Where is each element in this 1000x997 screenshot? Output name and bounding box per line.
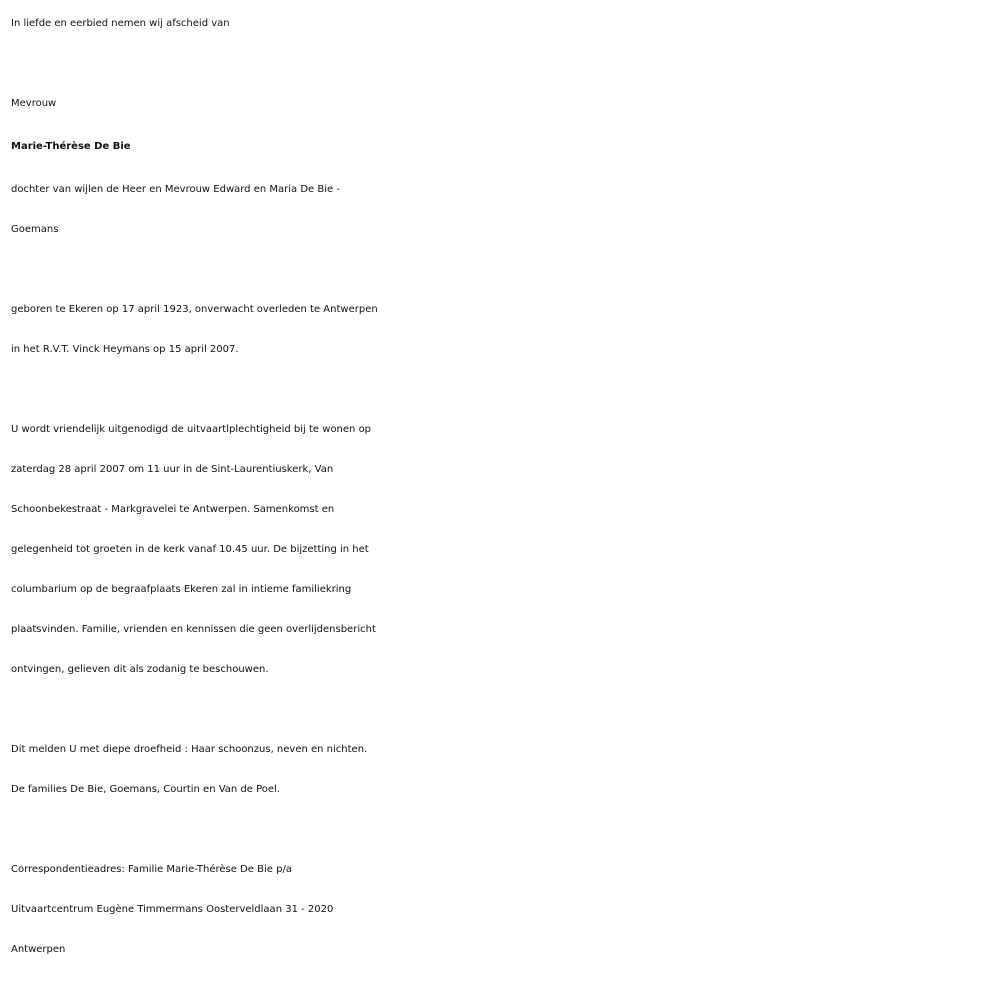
birth-death-paragraph [11, 290, 991, 370]
spacer [11, 690, 991, 730]
spacer [11, 810, 991, 850]
parents-line-1: dochter van wijlen de Heer en Mevrouw Edward en Maria De Bie - [11, 184, 340, 195]
parents-paragraph [11, 170, 991, 250]
birth-death-line-2: in het R.V.T. Vinck Heymans op 15 april 2007. [11, 344, 239, 355]
announcement-line-1: Dit melden U met diepe droefheid : Haar schoonzus, neven en nichten. [11, 744, 368, 755]
spacer [11, 370, 991, 410]
correspondence-line-2: Uitvaartcentrum Eugène Timmermans Oosterveldlaan 31 - 2020 [11, 904, 334, 915]
announcement-line-2: De families De Bie, Goemans, Courtin en Van de Poel. [11, 784, 280, 795]
invitation-line: gelegenheid tot groeten in de kerk vanaf 10.45 uur. De bijzetting in het [11, 544, 369, 555]
salutation: Mevrouw [11, 98, 57, 109]
intro-text: In liefde en eerbied nemen wij afscheid van [11, 18, 230, 29]
birth-death-line-1: geboren te Ekeren op 17 april 1923, onverwacht overleden te Antwerpen [11, 304, 378, 315]
invitation-paragraph [11, 410, 991, 690]
invitation-line: plaatsvinden. Familie, vrienden en kennissen die geen overlijdensbericht [11, 624, 376, 635]
obituary-document [11, 4, 991, 970]
spacer [11, 250, 991, 290]
correspondence-line-3: Antwerpen [11, 944, 66, 955]
correspondence-line-1: Correspondentieadres: Familie Marie-Thérèse De Bie p/a [11, 864, 292, 875]
invitation-line: ontvingen, gelieven dit als zodanig te beschouwen. [11, 664, 269, 675]
invitation-line: zaterdag 28 april 2007 om 11 uur in de Sint-Laurentiuskerk, Van [11, 464, 334, 475]
announcement-paragraph [11, 730, 991, 810]
correspondence-paragraph [11, 850, 991, 970]
invitation-line: Schoonbekestraat - Markgravelei te Antwerpen. Samenkomst en [11, 504, 335, 515]
spacer [11, 44, 991, 84]
invitation-line: columbarium op de begraafplaats Ekeren zal in intieme familiekring [11, 584, 352, 595]
deceased-name: Marie-Thérèse De Bie [11, 141, 131, 152]
parents-line-2: Goemans [11, 224, 59, 235]
invitation-line: U wordt vriendelijk uitgenodigd de uitvaartlplechtigheid bij te wonen op [11, 424, 372, 435]
